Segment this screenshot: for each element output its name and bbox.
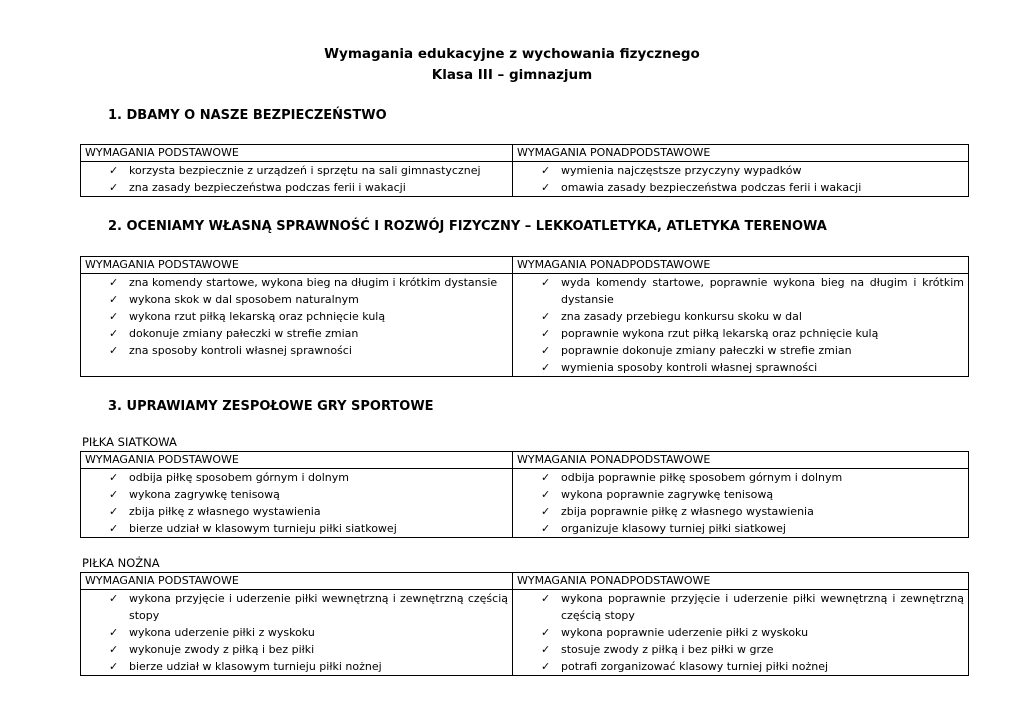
checkmark-icon: ✓ xyxy=(541,164,551,177)
basic-requirements-list xyxy=(81,469,512,537)
list-item: ✓ omawia zasady bezpieczeństwa podczas ferii i wakacji xyxy=(541,181,862,194)
document-subtitle: Klasa III – gimnazjum xyxy=(431,67,593,83)
document-title: Wymagania edukacyjne z wychowania fizycznego xyxy=(324,46,700,62)
list-item: ✓ zbija poprawnie piłkę z własnego wystawienia xyxy=(541,505,814,518)
section-heading-team-games: 3. UPRAWIAMY ZESPOŁOWE GRY SPORTOWE xyxy=(108,399,434,414)
checkmark-icon: ✓ xyxy=(109,522,119,535)
list-item: ✓ wykona poprawnie zagrywkę tenisową xyxy=(541,488,774,501)
section-heading-safety: 1. DBAMY O NASZE BEZPIECZEŃSTWO xyxy=(108,108,387,123)
checkmark-icon: ✓ xyxy=(541,592,551,605)
checkmark-icon: ✓ xyxy=(541,471,551,484)
checkmark-icon: ✓ xyxy=(109,488,119,501)
checkmark-icon: ✓ xyxy=(109,660,119,673)
checkmark-icon: ✓ xyxy=(541,327,551,340)
list-item: ✓ stosuje zwody z piłką i bez piłki w grze xyxy=(541,643,774,656)
checkmark-icon: ✓ xyxy=(541,505,551,518)
checkmark-icon: ✓ xyxy=(109,471,119,484)
list-item: ✓ zna sposoby kontroli własnej sprawności xyxy=(109,344,352,357)
list-item: ✓ wykona poprawnie uderzenie piłki z wyskoku xyxy=(541,626,809,639)
column-header-basic: WYMAGANIA PODSTAWOWE xyxy=(81,145,513,162)
checkmark-icon: ✓ xyxy=(109,626,119,639)
list-item: ✓ wykona rzut piłką lekarską oraz pchnięcie kulą xyxy=(109,310,386,323)
list-item: ✓ wykona poprawnie przyjęcie i uderzenie piłki wewnętrzną i zewnętrzną częścią stopy xyxy=(541,592,964,622)
checkmark-icon: ✓ xyxy=(109,344,119,357)
advanced-requirements-list xyxy=(513,162,968,196)
list-item: ✓ bierze udział w klasowym turnieju piłki nożnej xyxy=(109,660,382,673)
checkmark-icon: ✓ xyxy=(541,522,551,535)
list-item: ✓ odbija piłkę sposobem górnym i dolnym xyxy=(109,471,349,484)
advanced-requirements-list xyxy=(513,469,968,537)
column-header-advanced: WYMAGANIA PONADPODSTAWOWE xyxy=(513,573,969,590)
checkmark-icon: ✓ xyxy=(109,643,119,656)
subsection-label-volleyball: PIŁKA SIATKOWA xyxy=(82,435,177,449)
checkmark-icon: ✓ xyxy=(541,361,551,374)
list-item: ✓ wymienia sposoby kontroli własnej sprawności xyxy=(541,361,818,374)
list-item: ✓ dokonuje zmiany pałeczki w strefie zmian xyxy=(109,327,359,340)
requirements-table-volleyball xyxy=(80,451,969,538)
list-item: ✓ wykona przyjęcie i uderzenie piłki wewnętrzną i zewnętrzną częścią stopy xyxy=(109,592,508,622)
checkmark-icon: ✓ xyxy=(109,164,119,177)
checkmark-icon: ✓ xyxy=(109,592,119,605)
checkmark-icon: ✓ xyxy=(109,276,119,289)
checkmark-icon: ✓ xyxy=(541,181,551,194)
column-header-advanced: WYMAGANIA PONADPODSTAWOWE xyxy=(513,145,969,162)
advanced-requirements-list xyxy=(513,590,968,675)
checkmark-icon: ✓ xyxy=(541,276,551,289)
column-header-basic: WYMAGANIA PODSTAWOWE xyxy=(81,452,513,469)
checkmark-icon: ✓ xyxy=(541,626,551,639)
column-header-advanced: WYMAGANIA PONADPODSTAWOWE xyxy=(513,257,969,274)
checkmark-icon: ✓ xyxy=(109,293,119,306)
list-item: ✓ zna zasady przebiegu konkursu skoku w dal xyxy=(541,310,802,323)
list-item: ✓ wykona skok w dal sposobem naturalnym xyxy=(109,293,359,306)
advanced-requirements-list xyxy=(513,274,968,376)
list-item: ✓ zbija piłkę z własnego wystawienia xyxy=(109,505,321,518)
requirements-table-safety xyxy=(80,144,969,197)
checkmark-icon: ✓ xyxy=(109,181,119,194)
list-item: ✓ wyda komendy startowe, poprawnie wykona bieg na długim i krótkim dystansie xyxy=(541,276,964,306)
list-item: ✓ zna zasady bezpieczeństwa podczas ferii i wakacji xyxy=(109,181,406,194)
list-item: ✓ poprawnie wykona rzut piłką lekarską oraz pchnięcie kulą xyxy=(541,327,879,340)
list-item: ✓ poprawnie dokonuje zmiany pałeczki w strefie zmian xyxy=(541,344,852,357)
checkmark-icon: ✓ xyxy=(109,327,119,340)
list-item: ✓ bierze udział w klasowym turnieju piłki siatkowej xyxy=(109,522,397,535)
requirements-table-football xyxy=(80,572,969,676)
list-item: ✓ wykona uderzenie piłki z wyskoku xyxy=(109,626,315,639)
column-header-advanced: WYMAGANIA PONADPODSTAWOWE xyxy=(513,452,969,469)
checkmark-icon: ✓ xyxy=(541,660,551,673)
basic-requirements-list xyxy=(81,162,512,196)
list-item: ✓ wykonuje zwody z piłką i bez piłki xyxy=(109,643,315,656)
requirements-table-fitness xyxy=(80,256,969,377)
checkmark-icon: ✓ xyxy=(541,488,551,501)
checkmark-icon: ✓ xyxy=(109,505,119,518)
subsection-label-football: PIŁKA NOŻNA xyxy=(82,556,160,570)
basic-requirements-list xyxy=(81,274,512,359)
list-item: ✓ korzysta bezpiecznie z urządzeń i sprzętu na sali gimnastycznej xyxy=(109,164,481,177)
list-item: ✓ potrafi zorganizować klasowy turniej piłki nożnej xyxy=(541,660,829,673)
column-header-basic: WYMAGANIA PODSTAWOWE xyxy=(81,573,513,590)
basic-requirements-list xyxy=(81,590,512,675)
checkmark-icon: ✓ xyxy=(541,643,551,656)
column-header-basic: WYMAGANIA PODSTAWOWE xyxy=(81,257,513,274)
list-item: ✓ organizuje klasowy turniej piłki siatkowej xyxy=(541,522,786,535)
list-item: ✓ wykona zagrywkę tenisową xyxy=(109,488,280,501)
checkmark-icon: ✓ xyxy=(109,310,119,323)
list-item: ✓ odbija poprawnie piłkę sposobem górnym i dolnym xyxy=(541,471,843,484)
section-heading-fitness: 2. OCENIAMY WŁASNĄ SPRAWNOŚĆ I ROZWÓJ FIZYCZNY – LEKKOATLETYKA, ATLETYKA TERENOWA xyxy=(108,219,827,234)
checkmark-icon: ✓ xyxy=(541,344,551,357)
checkmark-icon: ✓ xyxy=(541,310,551,323)
list-item: ✓ zna komendy startowe, wykona bieg na długim i krótkim dystansie xyxy=(109,276,498,289)
list-item: ✓ wymienia najczęstsze przyczyny wypadków xyxy=(541,164,802,177)
